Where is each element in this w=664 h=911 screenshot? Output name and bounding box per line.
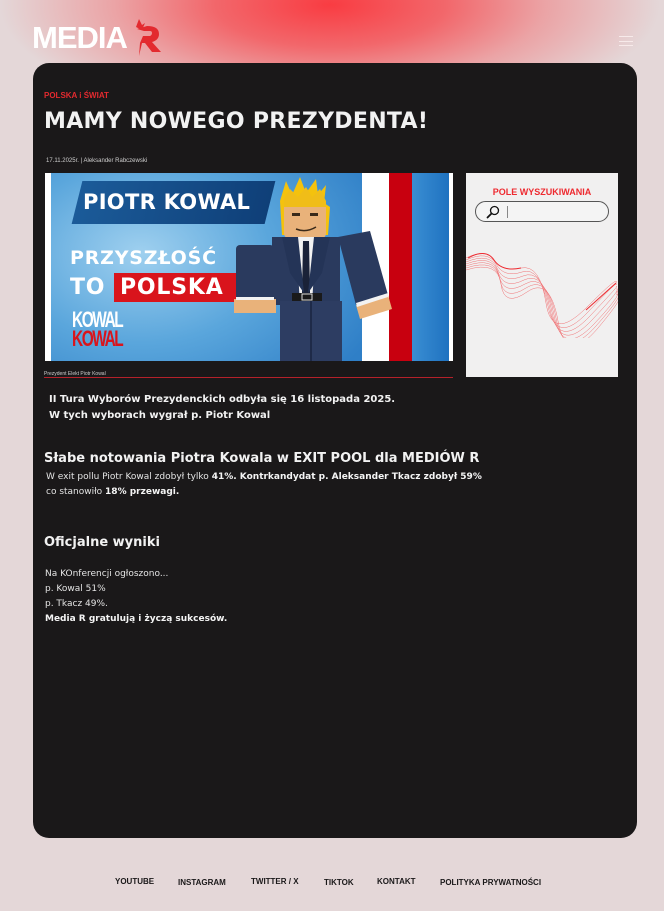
slogan-line1: PRZYSZŁOŚĆ <box>70 247 217 269</box>
results-line: p. Tkacz 49%. <box>45 599 108 609</box>
candidate-figure-illustration <box>220 173 420 361</box>
campaign-logo-white: KOWAL <box>72 307 123 332</box>
footer-link-youtube[interactable]: YOUTUBE <box>115 877 155 886</box>
exit-poll-text: co stanowiło <box>46 487 106 497</box>
results-paragraph <box>45 567 227 627</box>
banner-name: PIOTR KOWAL <box>83 190 251 214</box>
hero-image <box>45 173 453 361</box>
footer-link-twitter[interactable]: TWITTER / X <box>251 877 299 886</box>
search-caret <box>507 206 508 218</box>
exit-poll-text: W exit pollu Piotr Kowal zdobył tylko <box>46 472 212 482</box>
footer-link-contact[interactable]: KONTAKT <box>377 877 416 886</box>
slogan-line2-a: TO <box>70 275 106 300</box>
menu-button[interactable] <box>619 36 633 46</box>
exit-poll-paragraph <box>46 470 482 500</box>
hamburger-line <box>619 41 633 42</box>
site-header <box>0 0 664 63</box>
caption-divider <box>44 377 453 378</box>
results-closing: Media R gratulują i życzą sukcesów. <box>45 614 228 624</box>
article-title: MAMY NOWEGO PREZYDENTA! <box>44 109 429 134</box>
campaign-logo <box>72 307 142 361</box>
article-intro <box>49 392 395 424</box>
results-line: p. Kowal 51% <box>45 584 106 594</box>
intro-line: II Tura Wyborów Prezydenckich odbyła się 16 listopada 2025. <box>49 394 396 405</box>
hamburger-line <box>619 36 633 37</box>
campaign-logo-red: KOWAL <box>72 325 123 351</box>
logo-text: MEDIA <box>32 19 127 55</box>
footer-link-instagram[interactable]: INSTAGRAM <box>178 878 226 887</box>
results-line: Na KOnferencji ogłoszono... <box>45 569 169 579</box>
article-meta: 17.11.2025r. | Aleksander Rabczewski <box>46 158 148 164</box>
exit-poll-bold: 18% przewagi. <box>105 487 180 497</box>
exit-poll-heading: Słabe notowania Piotra Kowala w EXIT POOL dla MEDIÓW R <box>44 451 480 466</box>
article-category[interactable]: POLSKA i ŚWIAT <box>44 91 109 100</box>
logo-r-lightning-icon <box>125 16 167 58</box>
site-logo[interactable] <box>32 16 167 58</box>
search-icon <box>486 205 500 219</box>
search-title: POLE WYSZUKIWANIA <box>492 187 592 197</box>
decorative-wave <box>466 248 618 338</box>
search-input[interactable] <box>475 201 609 222</box>
article-card <box>33 63 637 838</box>
footer-link-tiktok[interactable]: TIKTOK <box>324 878 354 887</box>
intro-line: W tych wyborach wygrał p. Piotr Kowal <box>49 410 271 421</box>
slogan-line2-b: POLSKA <box>120 275 224 300</box>
footer-link-privacy-policy[interactable]: POLITYKA PRYWATNOŚCI <box>440 878 542 887</box>
hamburger-line <box>619 45 633 46</box>
site-footer <box>0 874 664 894</box>
search-sidebar <box>466 173 618 377</box>
hero-caption: Prezydent Elekt Piotr Kowal <box>44 371 106 377</box>
results-heading: Oficjalne wyniki <box>44 535 160 550</box>
exit-poll-bold: 41%. Kontrkandydat p. Aleksander Tkacz zdobył 59% <box>211 472 482 482</box>
